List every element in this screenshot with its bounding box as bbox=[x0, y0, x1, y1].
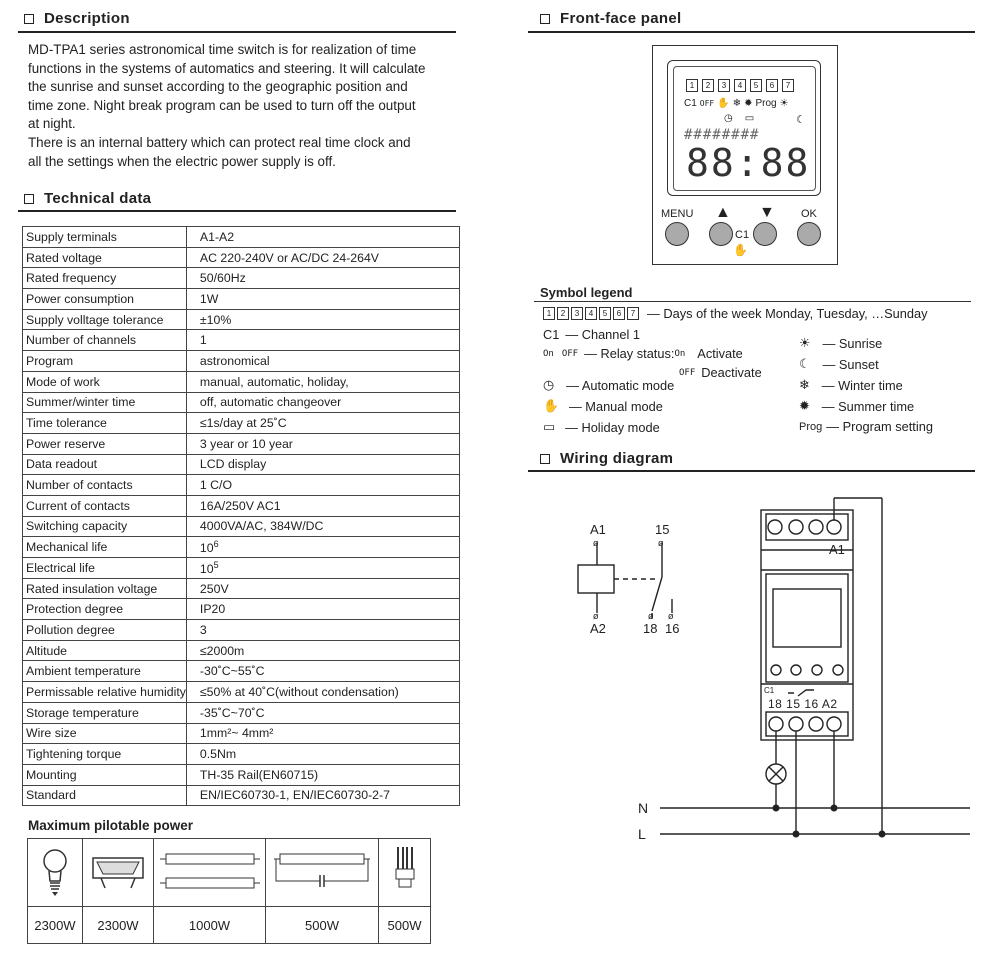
table-row bbox=[23, 289, 460, 310]
spec-value-text: off, automatic changeover bbox=[199, 395, 342, 410]
table-row bbox=[23, 558, 460, 579]
day-indicator: 4 bbox=[585, 307, 597, 320]
spec-value bbox=[186, 413, 459, 434]
legend-sunrise-text: — Sunrise bbox=[822, 335, 883, 351]
spec-value-text: EN/IEC60730-1, EN/IEC60730-2-7 bbox=[199, 788, 390, 803]
day-indicator: 7 bbox=[782, 79, 794, 92]
description-title: Description bbox=[44, 10, 130, 27]
front-panel-heading bbox=[540, 10, 681, 27]
spec-value bbox=[186, 475, 459, 496]
lcd-relay: OFF bbox=[699, 99, 715, 108]
max-power-value: 500W bbox=[379, 907, 431, 944]
device-terminal-labels: 18 15 16 A2 bbox=[768, 697, 838, 711]
table-row bbox=[23, 744, 460, 765]
table-row bbox=[23, 537, 460, 558]
spec-name: Supply volltage tolerance bbox=[23, 309, 187, 330]
description-line: There is an internal battery which can protect real time clock and bbox=[28, 134, 411, 150]
spec-value-text: 1 C/O bbox=[199, 478, 233, 493]
spec-name: Permissable relative humidity bbox=[23, 682, 187, 703]
table-row bbox=[23, 764, 460, 785]
lcd-mode-row bbox=[724, 113, 754, 124]
spec-value bbox=[186, 558, 459, 579]
description-line: MD-TPA1 series astronomical time switch is for realization of time bbox=[28, 42, 417, 57]
technical-heading bbox=[24, 190, 151, 207]
table-row bbox=[23, 723, 460, 744]
legend-winter bbox=[799, 377, 903, 393]
legend-channel bbox=[543, 327, 640, 342]
spec-value-text: -35˚C~70˚C bbox=[199, 705, 265, 720]
spec-name: Switching capacity bbox=[23, 516, 187, 537]
front-panel-title: Front-face panel bbox=[560, 10, 682, 27]
spec-name: Supply terminals bbox=[23, 227, 187, 248]
spec-value bbox=[186, 682, 459, 703]
terminal-mark: ø bbox=[668, 612, 674, 622]
divider bbox=[534, 301, 971, 302]
legend-relay-off: OFF bbox=[561, 348, 579, 359]
checkbox-square-icon bbox=[24, 14, 34, 24]
ok-button[interactable] bbox=[797, 222, 821, 246]
table-row bbox=[23, 640, 460, 661]
schematic-a1-label: A1 bbox=[590, 522, 606, 537]
terminal-mark: ø bbox=[593, 612, 599, 622]
description-line: time zone. Night break program can be used to turn off the output bbox=[28, 97, 416, 113]
lcd-channel: C1 bbox=[684, 98, 697, 109]
clock-icon: ◷ bbox=[543, 377, 555, 392]
spec-value bbox=[186, 371, 459, 392]
day-indicator: 1 bbox=[543, 307, 555, 320]
spec-value-text: ≤50% at 40˚C(without condensation) bbox=[199, 684, 399, 699]
neutral-label: N bbox=[638, 800, 649, 816]
divider bbox=[528, 470, 975, 472]
legend-relay-off: OFF bbox=[679, 367, 696, 378]
spec-value-text: 1W bbox=[199, 291, 219, 306]
menu-label: MENU bbox=[661, 208, 694, 220]
lcd-segment-row: ######## bbox=[684, 127, 760, 143]
spec-value bbox=[186, 433, 459, 454]
device-a1-label: A1 bbox=[829, 542, 845, 557]
down-arrow-icon: ▼ bbox=[759, 204, 775, 221]
legend-manual-text: — Manual mode bbox=[568, 398, 663, 414]
legend-prog-symbol: Prog bbox=[799, 420, 823, 433]
schematic-18-label: 18 bbox=[643, 621, 658, 636]
max-power-table bbox=[27, 838, 431, 944]
manual-mode-icon: ✋ bbox=[543, 398, 559, 413]
table-row bbox=[23, 702, 460, 723]
sunrise-icon: ☀ bbox=[779, 98, 789, 109]
divider bbox=[18, 31, 456, 33]
spec-value-text: IP20 bbox=[199, 602, 226, 617]
table-row bbox=[23, 227, 460, 248]
spec-value-text: 250V bbox=[199, 581, 229, 596]
table-row bbox=[23, 371, 460, 392]
halogen-lamp-icon bbox=[83, 839, 154, 907]
spec-value bbox=[186, 578, 459, 599]
spec-value bbox=[186, 764, 459, 785]
day-indicator: 6 bbox=[766, 79, 778, 92]
checkbox-square-icon bbox=[540, 14, 550, 24]
spec-value bbox=[186, 268, 459, 289]
spec-value-text: ±10% bbox=[199, 312, 232, 327]
legend-activate: Activate bbox=[697, 346, 743, 361]
technical-title: Technical data bbox=[44, 190, 152, 207]
lcd-time: 88:88 bbox=[686, 141, 811, 185]
spec-name: Pollution degree bbox=[23, 620, 187, 641]
spec-value bbox=[186, 227, 459, 248]
live-label: L bbox=[638, 826, 646, 842]
spec-value bbox=[186, 537, 459, 558]
wiring-heading bbox=[540, 450, 673, 467]
spec-value bbox=[186, 723, 459, 744]
legend-summer bbox=[799, 398, 914, 414]
spec-value bbox=[186, 640, 459, 661]
day-indicator: 3 bbox=[571, 307, 583, 320]
lcd-prog: Prog bbox=[755, 98, 777, 109]
sunset-icon: ☾ bbox=[799, 356, 811, 371]
device-c1-label: C1 bbox=[764, 686, 775, 695]
spec-value-text: 16A/250V AC1 bbox=[199, 498, 281, 513]
spec-value bbox=[186, 351, 459, 372]
checkbox-square-icon bbox=[540, 454, 550, 464]
table-row bbox=[23, 330, 460, 351]
description-line: the sunrise and sunset according to the geographic position and bbox=[28, 79, 408, 95]
spec-name: Rated voltage bbox=[23, 247, 187, 268]
sun-icon: ✹ bbox=[744, 98, 753, 109]
spec-value-text: 3 year or 10 year bbox=[199, 436, 293, 451]
table-row bbox=[23, 413, 460, 434]
channel-button-label: C1 bbox=[735, 229, 750, 241]
divider bbox=[18, 210, 456, 212]
spec-name: Number of contacts bbox=[23, 475, 187, 496]
sunset-icon: ☾ bbox=[796, 114, 806, 126]
table-row bbox=[23, 351, 460, 372]
spec-name: Power reserve bbox=[23, 433, 187, 454]
lcd-screen bbox=[673, 66, 816, 191]
spec-value bbox=[186, 289, 459, 310]
description-line: functions in the systems of automatics and steering. It will calculate bbox=[28, 60, 426, 76]
table-row bbox=[23, 620, 460, 641]
legend-days-text: — Days of the week Monday, Tuesday, …Sunday bbox=[647, 306, 928, 321]
max-power-value: 500W bbox=[266, 907, 379, 944]
schematic-15-label: 15 bbox=[655, 522, 670, 537]
lcd-days-row bbox=[686, 79, 796, 92]
compact-fluorescent-icon bbox=[379, 839, 431, 907]
spec-value-text: astronomical bbox=[199, 353, 270, 368]
spec-name: Altitude bbox=[23, 640, 187, 661]
checkbox-square-icon bbox=[24, 194, 34, 204]
spec-name: Mode of work bbox=[23, 371, 187, 392]
day-indicator: 5 bbox=[599, 307, 611, 320]
day-indicator: 7 bbox=[627, 307, 639, 320]
spec-value-text: 10 bbox=[199, 541, 214, 556]
table-row bbox=[23, 247, 460, 268]
description-line: all the settings when the electric power supply is off. bbox=[28, 153, 336, 169]
spec-value bbox=[186, 495, 459, 516]
legend-deactivate-row bbox=[679, 365, 762, 380]
spec-value bbox=[186, 785, 459, 806]
spec-value-text: AC 220-240V or AC/DC 24-264V bbox=[199, 250, 380, 265]
legend-holiday-text: — Holiday mode bbox=[565, 419, 660, 435]
terminal-mark: ø bbox=[658, 539, 664, 549]
spec-value-text: LCD display bbox=[199, 457, 267, 472]
spec-name: Power consumption bbox=[23, 289, 187, 310]
table-row bbox=[23, 309, 460, 330]
spec-value-text: A1-A2 bbox=[199, 229, 235, 244]
day-indicator: 2 bbox=[702, 79, 714, 92]
up-button[interactable] bbox=[709, 222, 733, 246]
spec-name: Current of contacts bbox=[23, 495, 187, 516]
legend-relay bbox=[543, 346, 743, 361]
day-indicator: 2 bbox=[557, 307, 569, 320]
spec-exponent: 6 bbox=[213, 539, 219, 550]
spec-name: Summer/winter time bbox=[23, 392, 187, 413]
table-row bbox=[23, 433, 460, 454]
legend-relay-on: On bbox=[674, 348, 686, 359]
table-row bbox=[23, 268, 460, 289]
spec-name: Data readout bbox=[23, 454, 187, 475]
legend-holiday bbox=[543, 419, 660, 435]
table-row bbox=[23, 578, 460, 599]
max-power-value: 2300W bbox=[28, 907, 83, 944]
table-row bbox=[23, 682, 460, 703]
spec-name: Mechanical life bbox=[23, 537, 187, 558]
table-row bbox=[23, 599, 460, 620]
legend-title: Symbol legend bbox=[540, 285, 633, 300]
spec-name: Ambient temperature bbox=[23, 661, 187, 682]
down-button[interactable] bbox=[753, 222, 777, 246]
spec-value-text: 1 bbox=[199, 333, 207, 348]
fluorescent-tube-icon bbox=[154, 839, 266, 907]
table-row bbox=[23, 661, 460, 682]
spec-value-text: 4000VA/AC, 384W/DC bbox=[199, 519, 324, 534]
spec-value bbox=[186, 702, 459, 723]
terminal-mark: ø bbox=[648, 612, 654, 622]
spec-name: Number of channels bbox=[23, 330, 187, 351]
legend-sunset bbox=[799, 356, 879, 372]
spec-name: Time tolerance bbox=[23, 413, 187, 434]
table-row bbox=[23, 475, 460, 496]
compensated-fluorescent-icon bbox=[266, 839, 379, 907]
menu-button[interactable] bbox=[665, 222, 689, 246]
incandescent-bulb-icon bbox=[28, 839, 83, 907]
snowflake-icon: ❄ bbox=[799, 377, 810, 392]
legend-prog bbox=[799, 419, 933, 434]
day-indicator: 4 bbox=[734, 79, 746, 92]
spec-value-text: ≤2000m bbox=[199, 643, 245, 658]
legend-auto bbox=[543, 377, 674, 393]
sunrise-icon: ☀ bbox=[799, 335, 811, 350]
lcd-frame bbox=[667, 60, 821, 196]
spec-value bbox=[186, 620, 459, 641]
spec-name: Tightening torque bbox=[23, 744, 187, 765]
suitcase-icon: ▭ bbox=[543, 419, 556, 434]
spec-name: Wire size bbox=[23, 723, 187, 744]
spec-value bbox=[186, 454, 459, 475]
manual-hand-icon: ✋ bbox=[733, 243, 748, 257]
legend-auto-text: — Automatic mode bbox=[566, 377, 675, 393]
spec-value-text: ≤1s/day at 25˚C bbox=[199, 416, 287, 431]
max-power-value: 1000W bbox=[154, 907, 266, 944]
spec-value-text: manual, automatic, holiday, bbox=[199, 374, 349, 389]
legend-prog-text: — Program setting bbox=[826, 419, 933, 434]
spec-name: Program bbox=[23, 351, 187, 372]
legend-channel-text: — Channel 1 bbox=[565, 327, 641, 342]
spec-value-text: 50/60Hz bbox=[199, 271, 246, 286]
spec-name: Rated frequency bbox=[23, 268, 187, 289]
spec-value-text: 3 bbox=[199, 622, 207, 637]
spec-name: Storage temperature bbox=[23, 702, 187, 723]
legend-relay-on: On bbox=[543, 348, 554, 359]
spec-value-text: -30˚C~55˚C bbox=[199, 664, 265, 679]
manual-mode-icon: ✋ bbox=[717, 98, 730, 109]
table-row bbox=[23, 516, 460, 537]
ok-label: OK bbox=[801, 208, 817, 220]
suitcase-icon: ▭ bbox=[744, 113, 755, 124]
table-row bbox=[23, 392, 460, 413]
day-indicator: 5 bbox=[750, 79, 762, 92]
spec-value bbox=[186, 661, 459, 682]
spec-value bbox=[186, 330, 459, 351]
spec-value bbox=[186, 599, 459, 620]
spec-name: Mounting bbox=[23, 764, 187, 785]
schematic-16-label: 16 bbox=[665, 621, 680, 636]
spec-value bbox=[186, 309, 459, 330]
up-arrow-icon: ▲ bbox=[715, 204, 731, 221]
table-row bbox=[23, 495, 460, 516]
description-heading bbox=[24, 10, 130, 27]
spec-value-text: 0.5Nm bbox=[199, 747, 237, 762]
technical-table bbox=[22, 226, 460, 806]
spec-value-text: 1mm²~ 4mm² bbox=[199, 726, 274, 741]
terminal-mark: ø bbox=[593, 539, 599, 549]
spec-name: Standard bbox=[23, 785, 187, 806]
description-text bbox=[28, 41, 468, 171]
spec-value bbox=[186, 247, 459, 268]
schematic-a2-label: A2 bbox=[590, 621, 606, 636]
legend-days bbox=[543, 306, 928, 321]
snowflake-icon: ❄ bbox=[732, 98, 742, 109]
description-line: at night. bbox=[28, 116, 76, 132]
legend-winter-text: — Winter time bbox=[821, 377, 903, 393]
day-indicator: 3 bbox=[718, 79, 730, 92]
table-row bbox=[23, 454, 460, 475]
legend-relay-text: — Relay status: bbox=[584, 346, 675, 361]
lcd-status-row bbox=[684, 98, 789, 109]
spec-value bbox=[186, 392, 459, 413]
legend-summer-text: — Summer time bbox=[821, 398, 915, 414]
spec-name: Rated insulation voltage bbox=[23, 578, 187, 599]
wiring-device-drawing bbox=[620, 490, 980, 850]
spec-value bbox=[186, 744, 459, 765]
day-indicator: 6 bbox=[613, 307, 625, 320]
spec-name: Protection degree bbox=[23, 599, 187, 620]
spec-value-text: 10 bbox=[199, 561, 214, 576]
device-front-panel bbox=[652, 45, 838, 265]
legend-deactivate: Deactivate bbox=[701, 365, 762, 380]
spec-name: Electrical life bbox=[23, 558, 187, 579]
clock-icon: ◷ bbox=[724, 113, 733, 124]
legend-channel-symbol: C1 bbox=[543, 327, 560, 342]
max-power-value: 2300W bbox=[83, 907, 154, 944]
spec-value-text: TH-35 Rail(EN60715) bbox=[199, 767, 319, 782]
sun-icon: ✹ bbox=[799, 398, 810, 413]
legend-manual bbox=[543, 398, 663, 414]
table-row bbox=[23, 785, 460, 806]
day-indicator: 1 bbox=[686, 79, 698, 92]
legend-sunrise bbox=[799, 335, 882, 351]
max-power-title: Maximum pilotable power bbox=[28, 818, 194, 833]
spec-value bbox=[186, 516, 459, 537]
legend-sunset-text: — Sunset bbox=[822, 356, 879, 372]
divider bbox=[528, 31, 975, 33]
wiring-title: Wiring diagram bbox=[560, 450, 674, 467]
spec-exponent: 5 bbox=[213, 559, 219, 570]
